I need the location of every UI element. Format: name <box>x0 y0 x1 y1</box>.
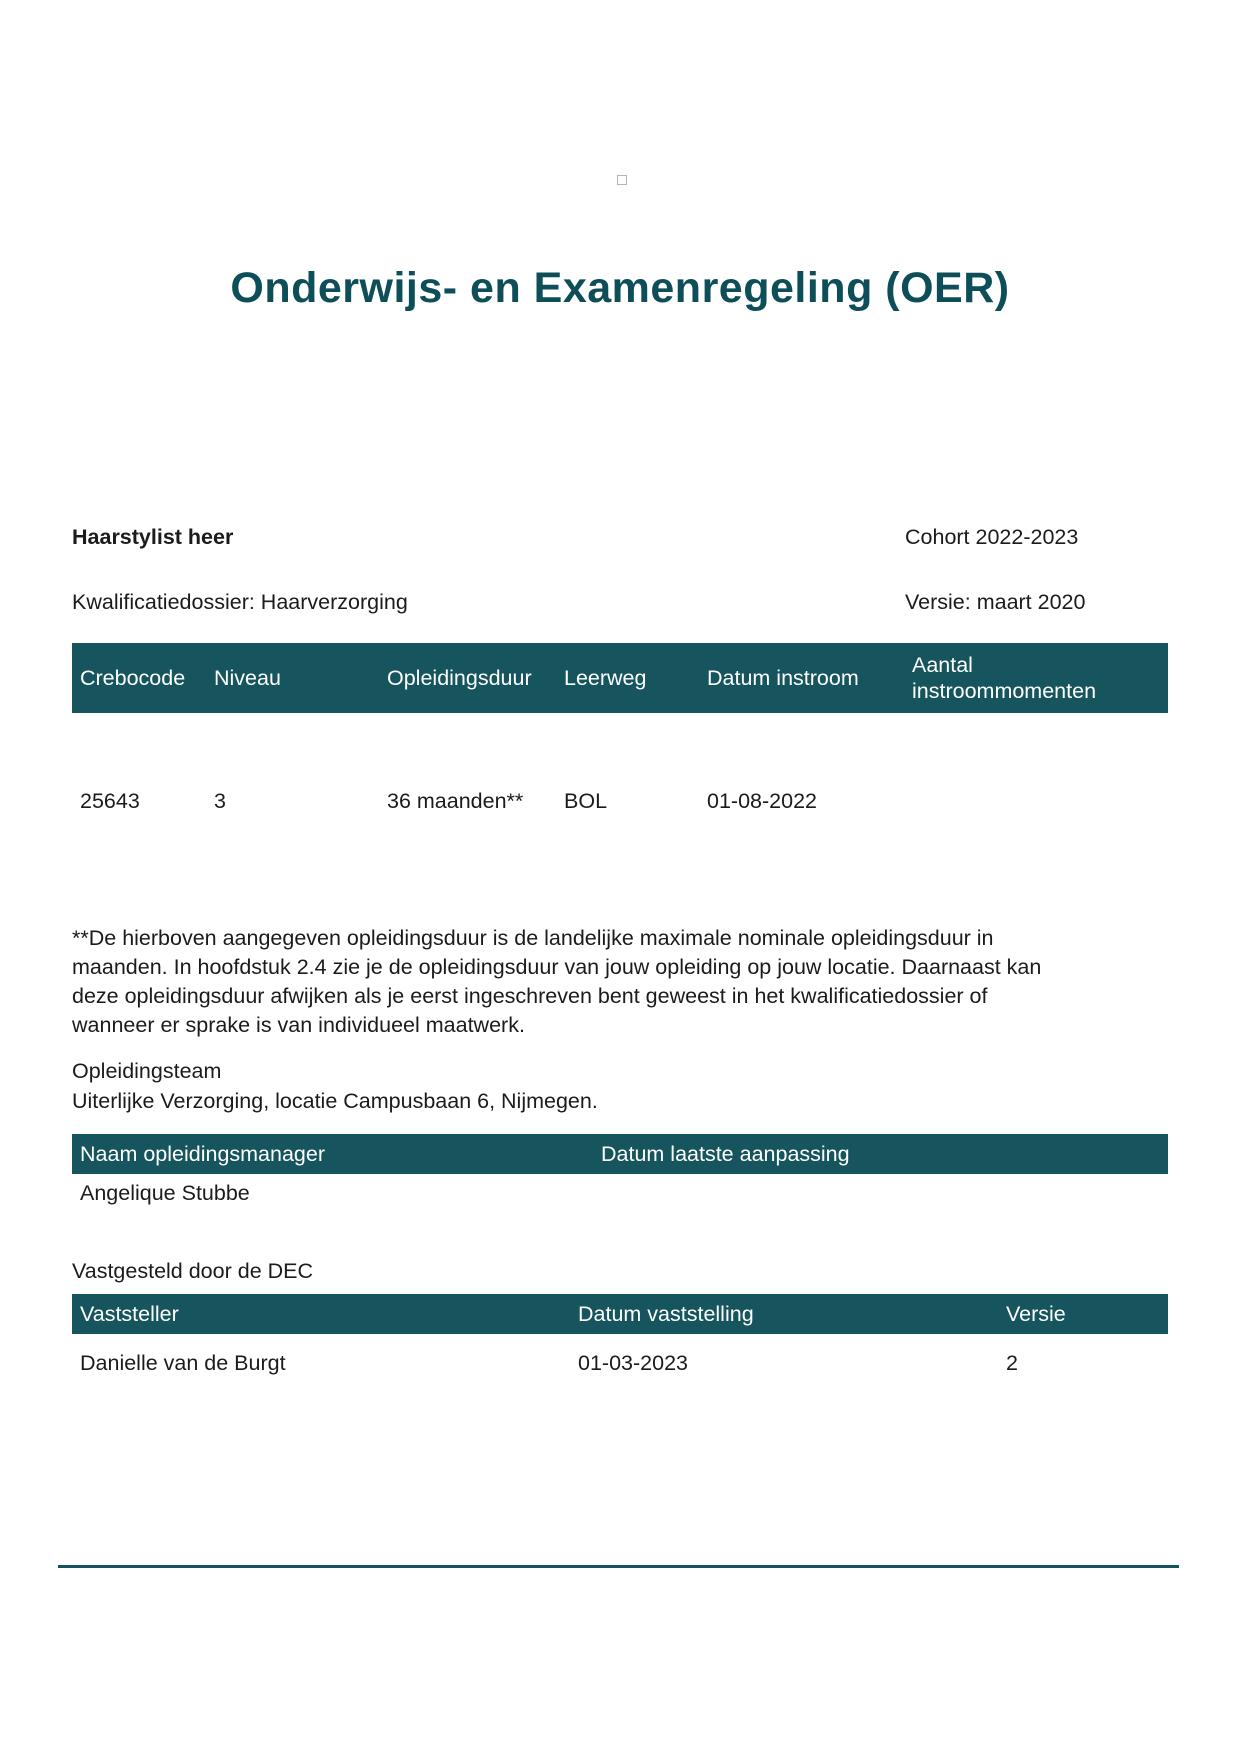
column-header-aantal-instroommomenten: Aantal instroommomenten <box>912 653 1097 703</box>
cell-leerweg: BOL <box>564 789 608 813</box>
cohort-label: Cohort 2022-2023 <box>905 525 1079 549</box>
column-header-opleidingsduur: Opleidingsduur <box>387 666 532 690</box>
program-name: Haarstylist heer <box>72 525 234 549</box>
footnote-line: **De hierboven aangegeven opleidingsduur is de landelijke maximale nominale opleidingsduur in <box>72 926 994 950</box>
team-block <box>72 1056 598 1116</box>
team-location: Uiterlijke Verzorging, locatie Campusbaan 6, Nijmegen. <box>72 1089 598 1113</box>
cell-aantal-instroommomenten <box>904 788 1168 814</box>
approval-table-row <box>72 1350 1168 1376</box>
footnote-line: wanneer er sprake is van individueel maatwerk. <box>72 1013 525 1037</box>
cell-opleidingsduur: 36 maanden** <box>387 789 524 813</box>
bottom-divider <box>58 1565 1179 1568</box>
version-label: Versie: maart 2020 <box>905 590 1086 614</box>
cell-niveau: 3 <box>214 789 226 813</box>
cell-manager-naam: Angelique Stubbe <box>80 1181 250 1205</box>
column-header-naam-opleidingsmanager: Naam opleidingsmanager <box>80 1142 326 1166</box>
program-table-header <box>72 643 1168 713</box>
footnote-paragraph <box>72 924 1132 1040</box>
cell-vaststeller: Danielle van de Burgt <box>80 1351 286 1375</box>
column-header-datum-laatste-aanpassing: Datum laatste aanpassing <box>601 1142 850 1166</box>
qualification-label: Kwalificatiedossier: Haarverzorging <box>72 590 408 614</box>
column-header-versie: Versie <box>1006 1302 1066 1326</box>
cell-datum-vaststelling: 01-03-2023 <box>578 1351 688 1375</box>
column-header-leerweg: Leerweg <box>564 666 647 690</box>
column-header-datum-vaststelling: Datum vaststelling <box>578 1302 754 1326</box>
footnote-line: maanden. In hoofdstuk 2.4 zie je de opleidingsduur van jouw opleiding op jouw locatie. Daarnaast kan <box>72 955 1042 979</box>
manager-table-row <box>72 1180 1168 1206</box>
dec-heading: Vastgesteld door de DEC <box>72 1259 314 1283</box>
cell-versie: 2 <box>1006 1351 1018 1375</box>
footnote-line: deze opleidingsduur afwijken als je eerst ingeschreven bent geweest in het kwalificatiedossier of <box>72 984 988 1008</box>
broken-image-icon <box>617 175 627 185</box>
approval-table-header <box>72 1294 1168 1334</box>
column-header-datum-instroom: Datum instroom <box>707 666 859 690</box>
cell-crebocode: 25643 <box>80 789 140 813</box>
page-title: Onderwijs- en Examenregeling (OER) <box>230 264 1010 312</box>
cell-datum-instroom: 01-08-2022 <box>707 789 817 813</box>
column-header-niveau: Niveau <box>214 666 281 690</box>
column-header-vaststeller: Vaststeller <box>80 1302 179 1326</box>
manager-table-header <box>72 1134 1168 1174</box>
program-table-row <box>72 788 1168 814</box>
team-heading: Opleidingsteam <box>72 1059 222 1083</box>
column-header-crebocode: Crebocode <box>80 666 186 690</box>
cell-manager-datum <box>593 1180 1168 1206</box>
